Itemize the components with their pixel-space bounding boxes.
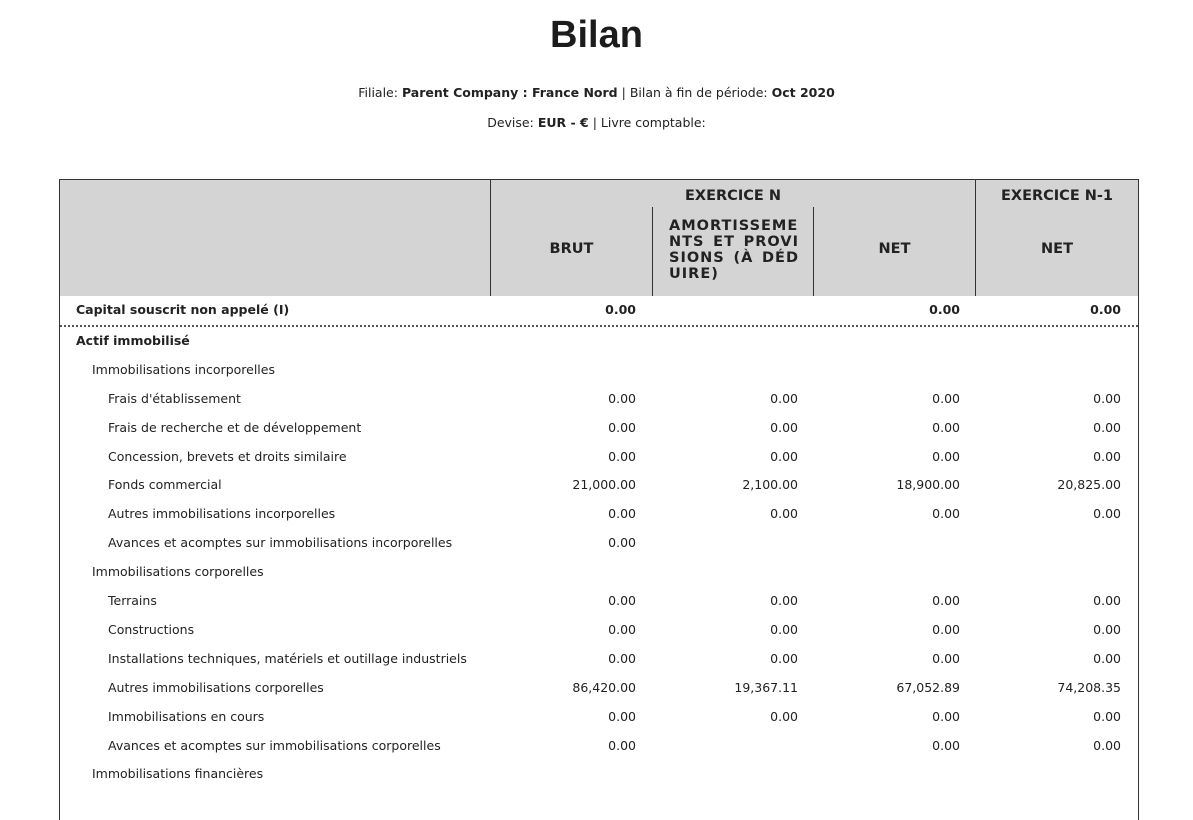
- cell-brut: 0.00: [608, 535, 636, 550]
- table-row: [60, 500, 1138, 529]
- table-header: [60, 180, 1138, 296]
- cell-brut: 0.00: [608, 738, 636, 753]
- periode-value: Oct 2020: [771, 85, 835, 100]
- header-exercice-n: EXERCICE N: [685, 188, 781, 204]
- cell-amort: 0.00: [770, 506, 798, 521]
- cell-net-n1: 0.00: [1093, 738, 1121, 753]
- cell-brut: 21,000.00: [572, 477, 636, 492]
- table-row: [60, 587, 1138, 616]
- cell-brut: 0.00: [608, 391, 636, 406]
- page-title: Bilan: [550, 14, 643, 56]
- table-row: [60, 616, 1138, 645]
- cell-amort: 19,367.11: [734, 680, 798, 695]
- balance-sheet-table: [59, 179, 1139, 820]
- separator: |: [621, 85, 626, 100]
- table-row: [60, 645, 1138, 674]
- cell-brut: 0.00: [608, 449, 636, 464]
- cell-net: 0.00: [932, 709, 960, 724]
- row-label: Fonds commercial: [108, 477, 222, 492]
- cell-net: 0.00: [932, 738, 960, 753]
- row-label: Terrains: [108, 593, 157, 608]
- header-amortissements: AMORTISSEMENTS ET PROVISIONS (À DÉDUIRE): [669, 218, 799, 282]
- table-row: [60, 356, 1138, 385]
- cell-net: 0.00: [932, 622, 960, 637]
- row-label: Immobilisations financières: [92, 766, 264, 781]
- table-row: [60, 529, 1138, 558]
- row-label: Capital souscrit non appelé (I): [76, 302, 290, 317]
- cell-net-n1: 0.00: [1093, 593, 1121, 608]
- table-row: [60, 760, 1138, 789]
- devise-label: Devise:: [487, 115, 534, 130]
- cell-net-n1: 0.00: [1093, 391, 1121, 406]
- cell-net: 0.00: [932, 391, 960, 406]
- cell-amort: 0.00: [770, 622, 798, 637]
- cell-net-n1: 0.00: [1093, 651, 1121, 666]
- cell-net-n1: 0.00: [1090, 302, 1121, 317]
- table-row: [60, 443, 1138, 472]
- row-label: Autres immobilisations incorporelles: [108, 506, 336, 521]
- cell-net: 0.00: [932, 420, 960, 435]
- cell-brut: 0.00: [608, 651, 636, 666]
- table-row: [60, 558, 1138, 587]
- cell-net-n1: 20,825.00: [1057, 477, 1121, 492]
- devise-value: EUR - €: [537, 115, 589, 130]
- header-exercice-n1: EXERCICE N-1: [1000, 188, 1114, 204]
- cell-net-n1: 0.00: [1093, 506, 1121, 521]
- cell-brut: 0.00: [608, 593, 636, 608]
- cell-net: 0.00: [932, 651, 960, 666]
- cell-net-n1: 0.00: [1093, 622, 1121, 637]
- table-row: [60, 471, 1138, 500]
- cell-amort: 0.00: [770, 449, 798, 464]
- header-brut: BRUT: [549, 241, 594, 257]
- cell-net: 0.00: [929, 302, 960, 317]
- periode-label: Bilan à fin de période:: [629, 85, 768, 100]
- row-label: Constructions: [108, 622, 195, 637]
- separator: |: [592, 115, 597, 130]
- row-label: Concession, brevets et droits similaire: [108, 449, 347, 464]
- cell-amort: 0.00: [770, 593, 798, 608]
- row-label: Frais de recherche et de développement: [108, 420, 362, 435]
- table-row: [60, 327, 1138, 356]
- cell-brut: 0.00: [608, 709, 636, 724]
- row-label: Avances et acomptes sur immobilisations corporelles: [108, 738, 441, 753]
- header-net: NET: [878, 241, 911, 257]
- report-meta-line-2: [0, 115, 1193, 130]
- cell-net: 67,052.89: [896, 680, 960, 695]
- cell-net: 0.00: [932, 506, 960, 521]
- row-label: Avances et acomptes sur immobilisations incorporelles: [108, 535, 453, 550]
- livre-label: Livre comptable:: [600, 115, 706, 130]
- cell-amort: 2,100.00: [742, 477, 798, 492]
- cell-net-n1: 0.00: [1093, 709, 1121, 724]
- cell-net: 18,900.00: [896, 477, 960, 492]
- cell-brut: 0.00: [605, 302, 636, 317]
- cell-amort: 0.00: [770, 709, 798, 724]
- row-label: Actif immobilisé: [76, 333, 190, 348]
- cell-amort: 0.00: [770, 651, 798, 666]
- row-label: Frais d'établissement: [108, 391, 241, 406]
- table-row: [60, 414, 1138, 443]
- row-label: Installations techniques, matériels et outillage industriels: [108, 651, 467, 666]
- table-row: [60, 674, 1138, 703]
- cell-brut: 0.00: [608, 506, 636, 521]
- table-row: [60, 703, 1138, 732]
- cell-net-n1: 74,208.35: [1057, 680, 1121, 695]
- cell-net: 0.00: [932, 449, 960, 464]
- header-net-n1: NET: [1041, 241, 1073, 257]
- cell-net-n1: 0.00: [1093, 449, 1121, 464]
- cell-brut: 0.00: [608, 420, 636, 435]
- row-label: Immobilisations corporelles: [92, 564, 264, 579]
- report-meta-line-1: [0, 85, 1193, 100]
- filiale-label: Filiale:: [358, 85, 398, 100]
- cell-amort: 0.00: [770, 391, 798, 406]
- cell-brut: 0.00: [608, 622, 636, 637]
- cell-amort: 0.00: [770, 420, 798, 435]
- cell-brut: 86,420.00: [572, 680, 636, 695]
- row-label: Immobilisations en cours: [108, 709, 265, 724]
- cell-net: 0.00: [932, 593, 960, 608]
- table-row: [60, 732, 1138, 761]
- cell-net-n1: 0.00: [1093, 420, 1121, 435]
- column-divider: [652, 207, 653, 296]
- filiale-value: Parent Company : France Nord: [401, 85, 618, 100]
- row-label: Immobilisations incorporelles: [92, 362, 275, 377]
- table-row: [60, 385, 1138, 414]
- table-row: [60, 296, 1138, 325]
- row-label: Autres immobilisations corporelles: [108, 680, 324, 695]
